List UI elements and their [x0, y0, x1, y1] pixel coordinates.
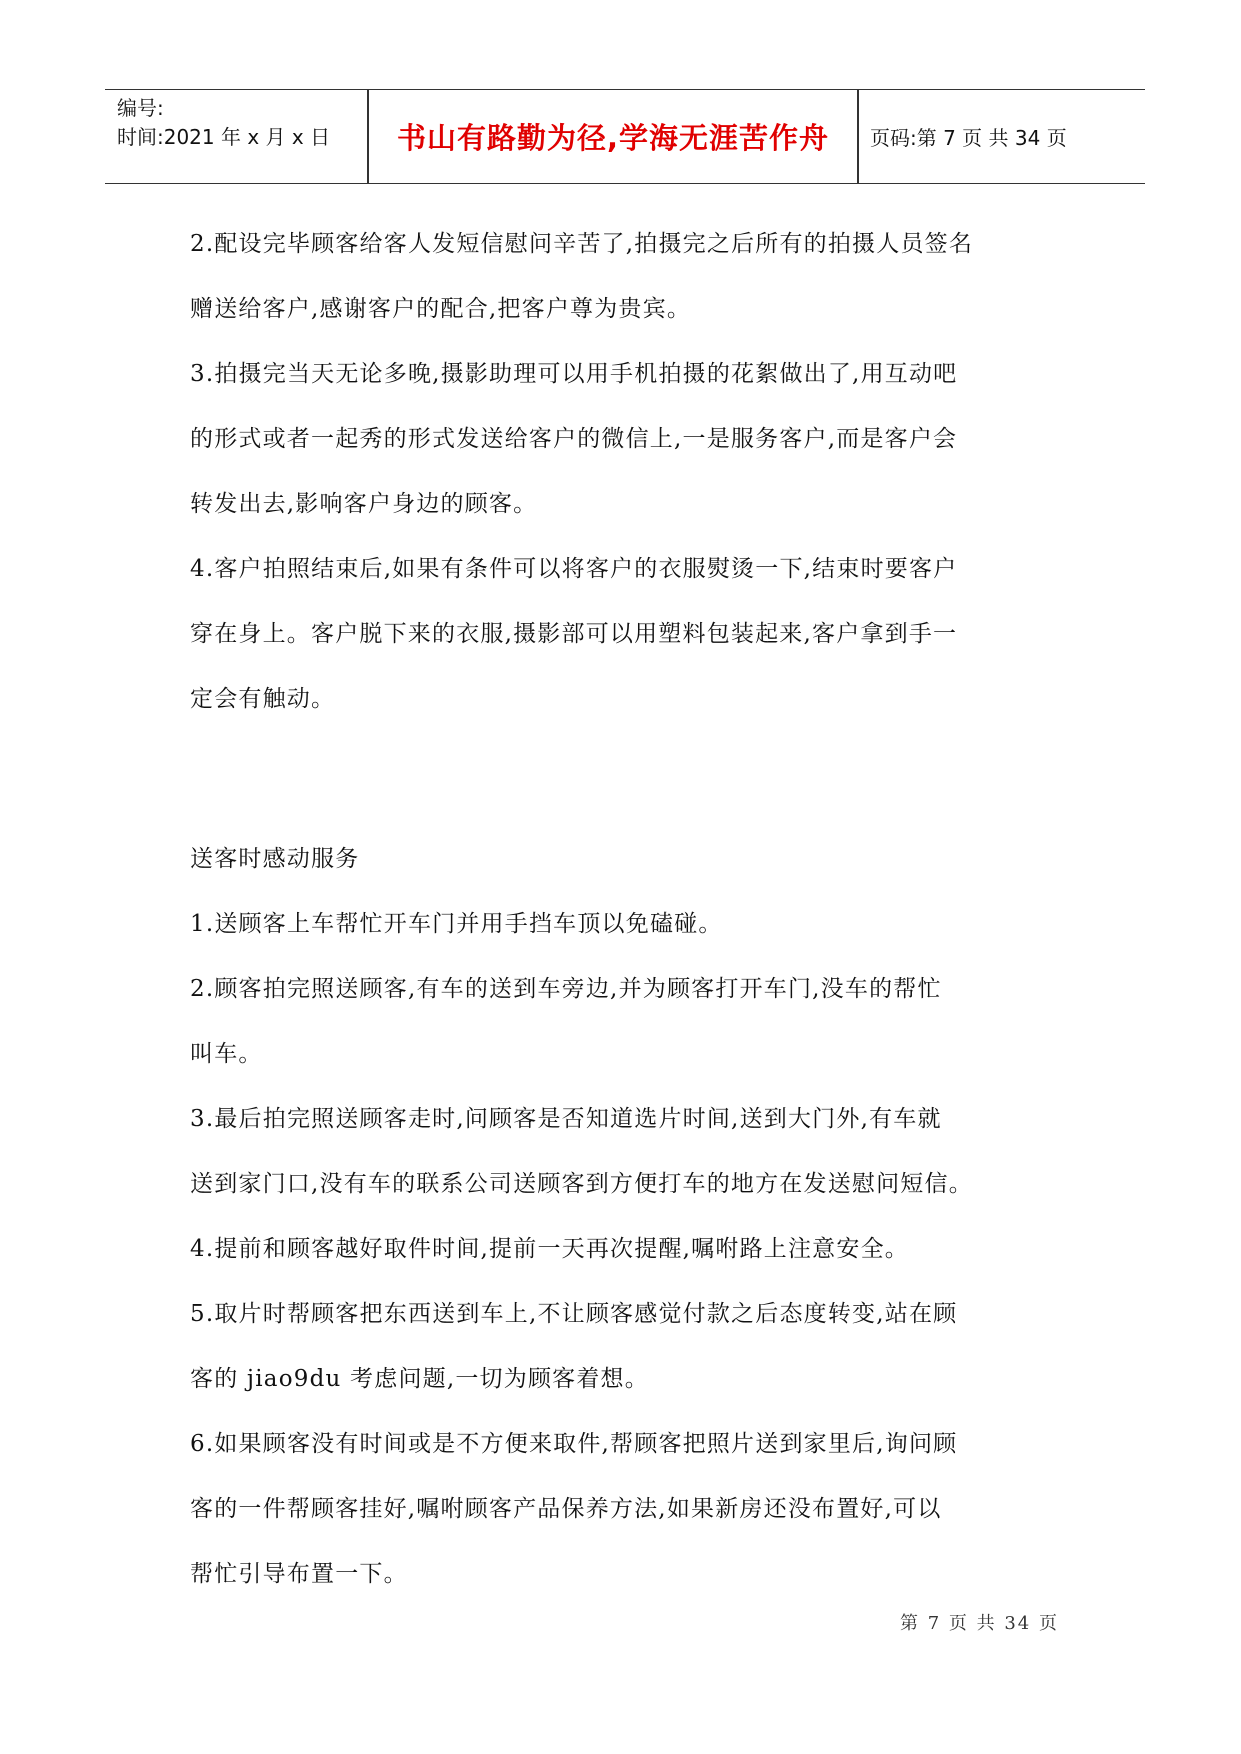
body-line: 定会有触动。	[190, 686, 336, 712]
header-meta	[117, 94, 367, 182]
section-line: 帮忙引导布置一下。	[190, 1561, 408, 1587]
section-line: 6.如果顾客没有时间或是不方便来取件,帮顾客把照片送到家里后,询问顾	[190, 1431, 958, 1457]
body-line: 4.客户拍照结束后,如果有条件可以将客户的衣服熨烫一下,结束时要客户	[190, 556, 958, 582]
page-footer: 第 7 页 共 34 页	[900, 1613, 1059, 1634]
body-line: 3.拍摄完当天无论多晚,摄影助理可以用手机拍摄的花絮做出了,用互动吧	[190, 361, 958, 387]
header-divider	[857, 90, 859, 183]
document-header	[105, 89, 1145, 184]
section-line: 叫车。	[190, 1041, 263, 1067]
document-body	[190, 212, 1090, 1607]
body-line: 的形式或者一起秀的形式发送给客户的微信上,一是服务客户,而是客户会	[190, 426, 958, 452]
section-line: 1.送顾客上车帮忙开车门并用手挡车顶以免磕碰。	[190, 911, 723, 937]
section-line: 2.顾客拍完照送顾客,有车的送到车旁边,并为顾客打开车门,没车的帮忙	[190, 976, 942, 1002]
header-time-label: 时间:2021 年 x 月 x 日	[117, 125, 331, 149]
header-motto: 书山有路勤为径,学海无涯苦作舟	[396, 121, 830, 155]
section-line: 客的 jiao9du 考虑问题,一切为顾客着想。	[190, 1366, 649, 1392]
section-line: 送到家门口,没有车的联系公司送顾客到方便打车的地方在发送慰问短信。	[190, 1171, 973, 1197]
section-line: 3.最后拍完照送顾客走时,问顾客是否知道选片时间,送到大门外,有车就	[190, 1106, 942, 1132]
section-line: 5.取片时帮顾客把东西送到车上,不让顾客感觉付款之后态度转变,站在顾	[190, 1301, 958, 1327]
section-line: 客的一件帮顾客挂好,嘱咐顾客产品保养方法,如果新房还没布置好,可以	[190, 1496, 942, 1522]
section-title: 送客时感动服务	[190, 846, 360, 872]
section-spacer	[190, 732, 1090, 827]
body-line: 穿在身上。客户脱下来的衣服,摄影部可以用塑料包装起来,客户拿到手一	[190, 621, 958, 647]
body-line: 转发出去,影响客户身边的顾客。	[190, 491, 538, 517]
section-line: 4.提前和顾客越好取件时间,提前一天再次提醒,嘱咐路上注意安全。	[190, 1236, 909, 1262]
body-line: 2.配设完毕顾客给客人发短信慰问辛苦了,拍摄完之后所有的拍摄人员签名	[190, 231, 974, 257]
header-page-label: 页码:第 7 页 共 34 页	[870, 126, 1067, 150]
body-line: 赠送给客户,感谢客户的配合,把客户尊为贵宾。	[190, 296, 692, 322]
header-number-label: 编号:	[117, 96, 164, 120]
